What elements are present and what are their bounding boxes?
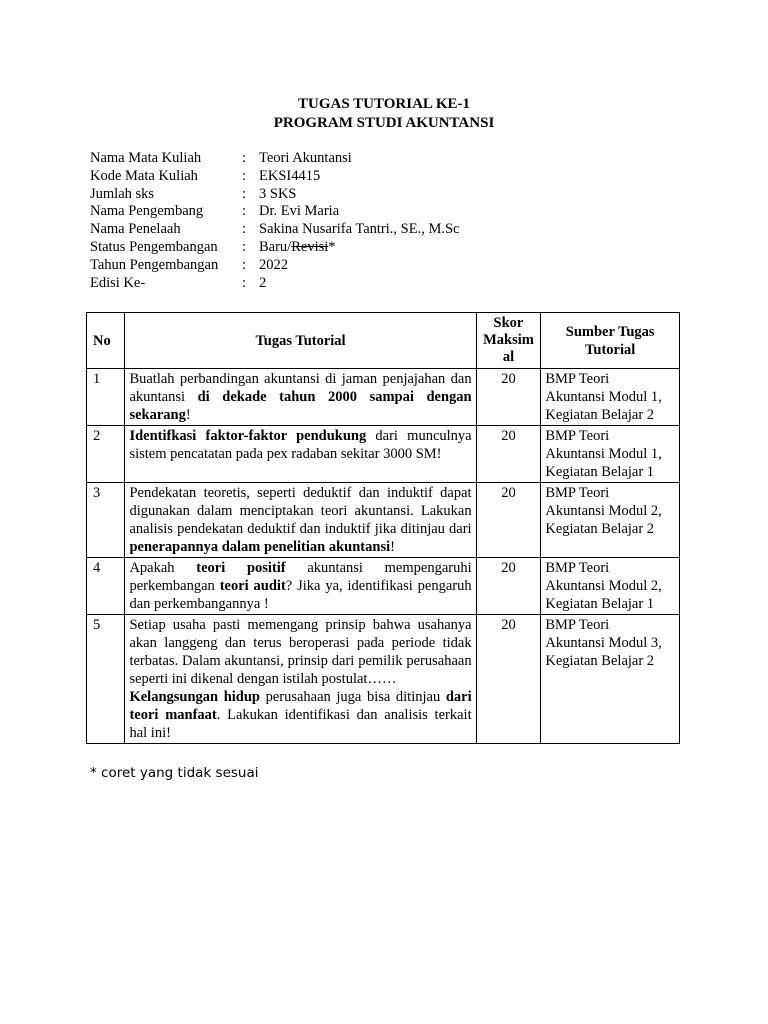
task-text-bold: penerapannya dalam penelitian akuntansi bbox=[129, 539, 391, 555]
source-line: BMP Teori bbox=[545, 617, 610, 633]
row-number: 3 bbox=[87, 483, 125, 558]
info-label: Nama Penelaah bbox=[90, 221, 181, 238]
info-label: Edisi Ke- bbox=[90, 274, 146, 291]
info-value bbox=[259, 239, 336, 257]
task-source bbox=[541, 369, 680, 426]
document-subtitle: PROGRAM STUDI AKUNTANSI bbox=[273, 115, 495, 131]
info-label: Status Pengembangan bbox=[90, 238, 218, 255]
task-text-paragraph: Setiap usaha pasti memengang prinsip bahwa usahanya akan langgeng dan terus beroperasi pada periode tidak terbatas. Dalam akuntansi, prinsip dari pemilik perusahaan seperti ini dikenal dengan istilah postulat…… bbox=[129, 617, 472, 687]
info-value: 2022 bbox=[259, 256, 288, 273]
max-score: 20 bbox=[476, 426, 541, 483]
info-label: Kode Mata Kuliah bbox=[90, 167, 198, 184]
table-header-row bbox=[87, 313, 680, 369]
source-line: BMP Teori bbox=[545, 371, 610, 387]
table-row bbox=[87, 426, 680, 483]
info-label: Nama Mata Kuliah bbox=[90, 150, 202, 166]
info-row bbox=[90, 257, 459, 275]
info-colon: : bbox=[242, 203, 247, 220]
task-text-part: perusahaan juga bisa ditinjau bbox=[259, 689, 446, 705]
source-line: Akuntansi Modul 1, bbox=[545, 389, 662, 405]
info-row bbox=[90, 186, 459, 204]
source-line: BMP Teori bbox=[545, 560, 610, 576]
source-line: Kegiatan Belajar 1 bbox=[545, 596, 655, 612]
max-score: 20 bbox=[476, 369, 541, 426]
max-score: 20 bbox=[476, 483, 541, 558]
source-line: BMP Teori bbox=[545, 428, 610, 444]
task-text-part: ! bbox=[185, 407, 191, 423]
task-text-part: . Lakukan identifikasi dan analisis terkait hal ini! bbox=[129, 707, 472, 741]
task-text-part: Buatlah perbandingan akuntansi di jaman penjajahan dan akuntansi bbox=[129, 371, 472, 405]
info-colon: : bbox=[242, 274, 247, 291]
header-no: No bbox=[87, 313, 125, 369]
info-colon: : bbox=[242, 238, 247, 255]
info-row bbox=[90, 168, 459, 186]
task-text bbox=[125, 369, 476, 426]
info-row bbox=[90, 239, 459, 257]
row-number: 1 bbox=[87, 369, 125, 426]
task-text-part: dari munculnya sistem pencatatan pada pex radaban sekitar 3000 SM! bbox=[129, 428, 472, 462]
info-row bbox=[90, 221, 459, 239]
task-source bbox=[541, 483, 680, 558]
footnote: * coret yang tidak sesuai bbox=[90, 765, 259, 781]
source-line: Kegiatan Belajar 2 bbox=[545, 653, 655, 669]
info-label: Jumlah sks bbox=[90, 185, 155, 202]
info-label: Tahun Pengembangan bbox=[90, 256, 219, 273]
source-line: BMP Teori bbox=[545, 485, 610, 501]
source-line: Kegiatan Belajar 2 bbox=[545, 521, 655, 537]
task-text-part: ! bbox=[390, 539, 395, 555]
source-line: Akuntansi Modul 1, bbox=[545, 446, 662, 462]
source-line: Akuntansi Modul 2, bbox=[545, 503, 662, 519]
info-label: Nama Pengembang bbox=[90, 203, 204, 220]
task-text bbox=[125, 426, 476, 483]
task-text-part: Pendekatan teoretis, seperti deduktif dan induktif dapat digunakan dalam menciptakan teori akuntansi. Lakukan analisis pendekatan deduktif dan induktif jika ditinjau dari bbox=[129, 485, 472, 537]
task-text-bold: teori audit bbox=[219, 578, 286, 594]
info-row bbox=[90, 150, 459, 168]
info-value: EKSI4415 bbox=[259, 167, 321, 184]
max-score: 20 bbox=[476, 558, 541, 615]
status-revision-struck: Revisi bbox=[291, 238, 329, 255]
task-text-part: Apakah bbox=[129, 560, 197, 576]
info-colon: : bbox=[242, 221, 247, 238]
header-score: Skor Maksim al bbox=[476, 313, 541, 369]
source-line: Akuntansi Modul 2, bbox=[545, 578, 662, 594]
table-row bbox=[87, 615, 680, 744]
row-number: 5 bbox=[87, 615, 125, 744]
source-line: Akuntansi Modul 3, bbox=[545, 635, 662, 651]
tutorial-task-table bbox=[86, 312, 680, 744]
table-row bbox=[87, 369, 680, 426]
source-line: Kegiatan Belajar 1 bbox=[545, 464, 655, 480]
info-colon: : bbox=[242, 256, 247, 273]
task-text-bold: Identifkasi faktor-faktor pendukung bbox=[129, 428, 367, 444]
task-text-bold: Kelangsungan hidup bbox=[129, 689, 260, 705]
info-row bbox=[90, 203, 459, 221]
task-text-part: akuntansi mempengaruhi perkembangan bbox=[129, 560, 472, 594]
max-score: 20 bbox=[476, 615, 541, 744]
row-number: 2 bbox=[87, 426, 125, 483]
source-line: Kegiatan Belajar 2 bbox=[545, 407, 655, 423]
task-text bbox=[125, 483, 476, 558]
info-row bbox=[90, 275, 459, 293]
task-text bbox=[125, 558, 476, 615]
task-source bbox=[541, 426, 680, 483]
status-new: Baru/ bbox=[259, 238, 292, 255]
table-row bbox=[87, 558, 680, 615]
task-source bbox=[541, 615, 680, 744]
info-colon: : bbox=[242, 167, 247, 184]
status-asterisk: * bbox=[328, 238, 336, 255]
task-text-part: ? Jika ya, identifikasi pengaruh dan perkembangannya ! bbox=[129, 578, 472, 612]
header-task: Tugas Tutorial bbox=[125, 313, 476, 369]
info-value: Teori Akuntansi bbox=[259, 150, 352, 166]
header-source: Sumber Tugas Tutorial bbox=[541, 313, 680, 369]
task-text-bold: teori positif bbox=[196, 560, 286, 576]
task-text bbox=[125, 615, 476, 744]
task-text-bold: di dekade tahun 2000 sampai dengan sekarang bbox=[129, 389, 472, 423]
document-title: TUGAS TUTORIAL KE-1 bbox=[298, 96, 470, 112]
task-text-bold: dari teori manfaat bbox=[129, 689, 472, 723]
info-colon: : bbox=[242, 150, 247, 166]
info-value: 3 SKS bbox=[259, 185, 297, 202]
table-row bbox=[87, 483, 680, 558]
row-number: 4 bbox=[87, 558, 125, 615]
info-colon: : bbox=[242, 185, 247, 202]
info-value: Dr. Evi Maria bbox=[259, 203, 340, 220]
course-info bbox=[90, 150, 459, 292]
task-source bbox=[541, 558, 680, 615]
info-value: Sakina Nusarifa Tantri., SE., M.Sc bbox=[259, 221, 460, 238]
info-value: 2 bbox=[259, 274, 267, 291]
